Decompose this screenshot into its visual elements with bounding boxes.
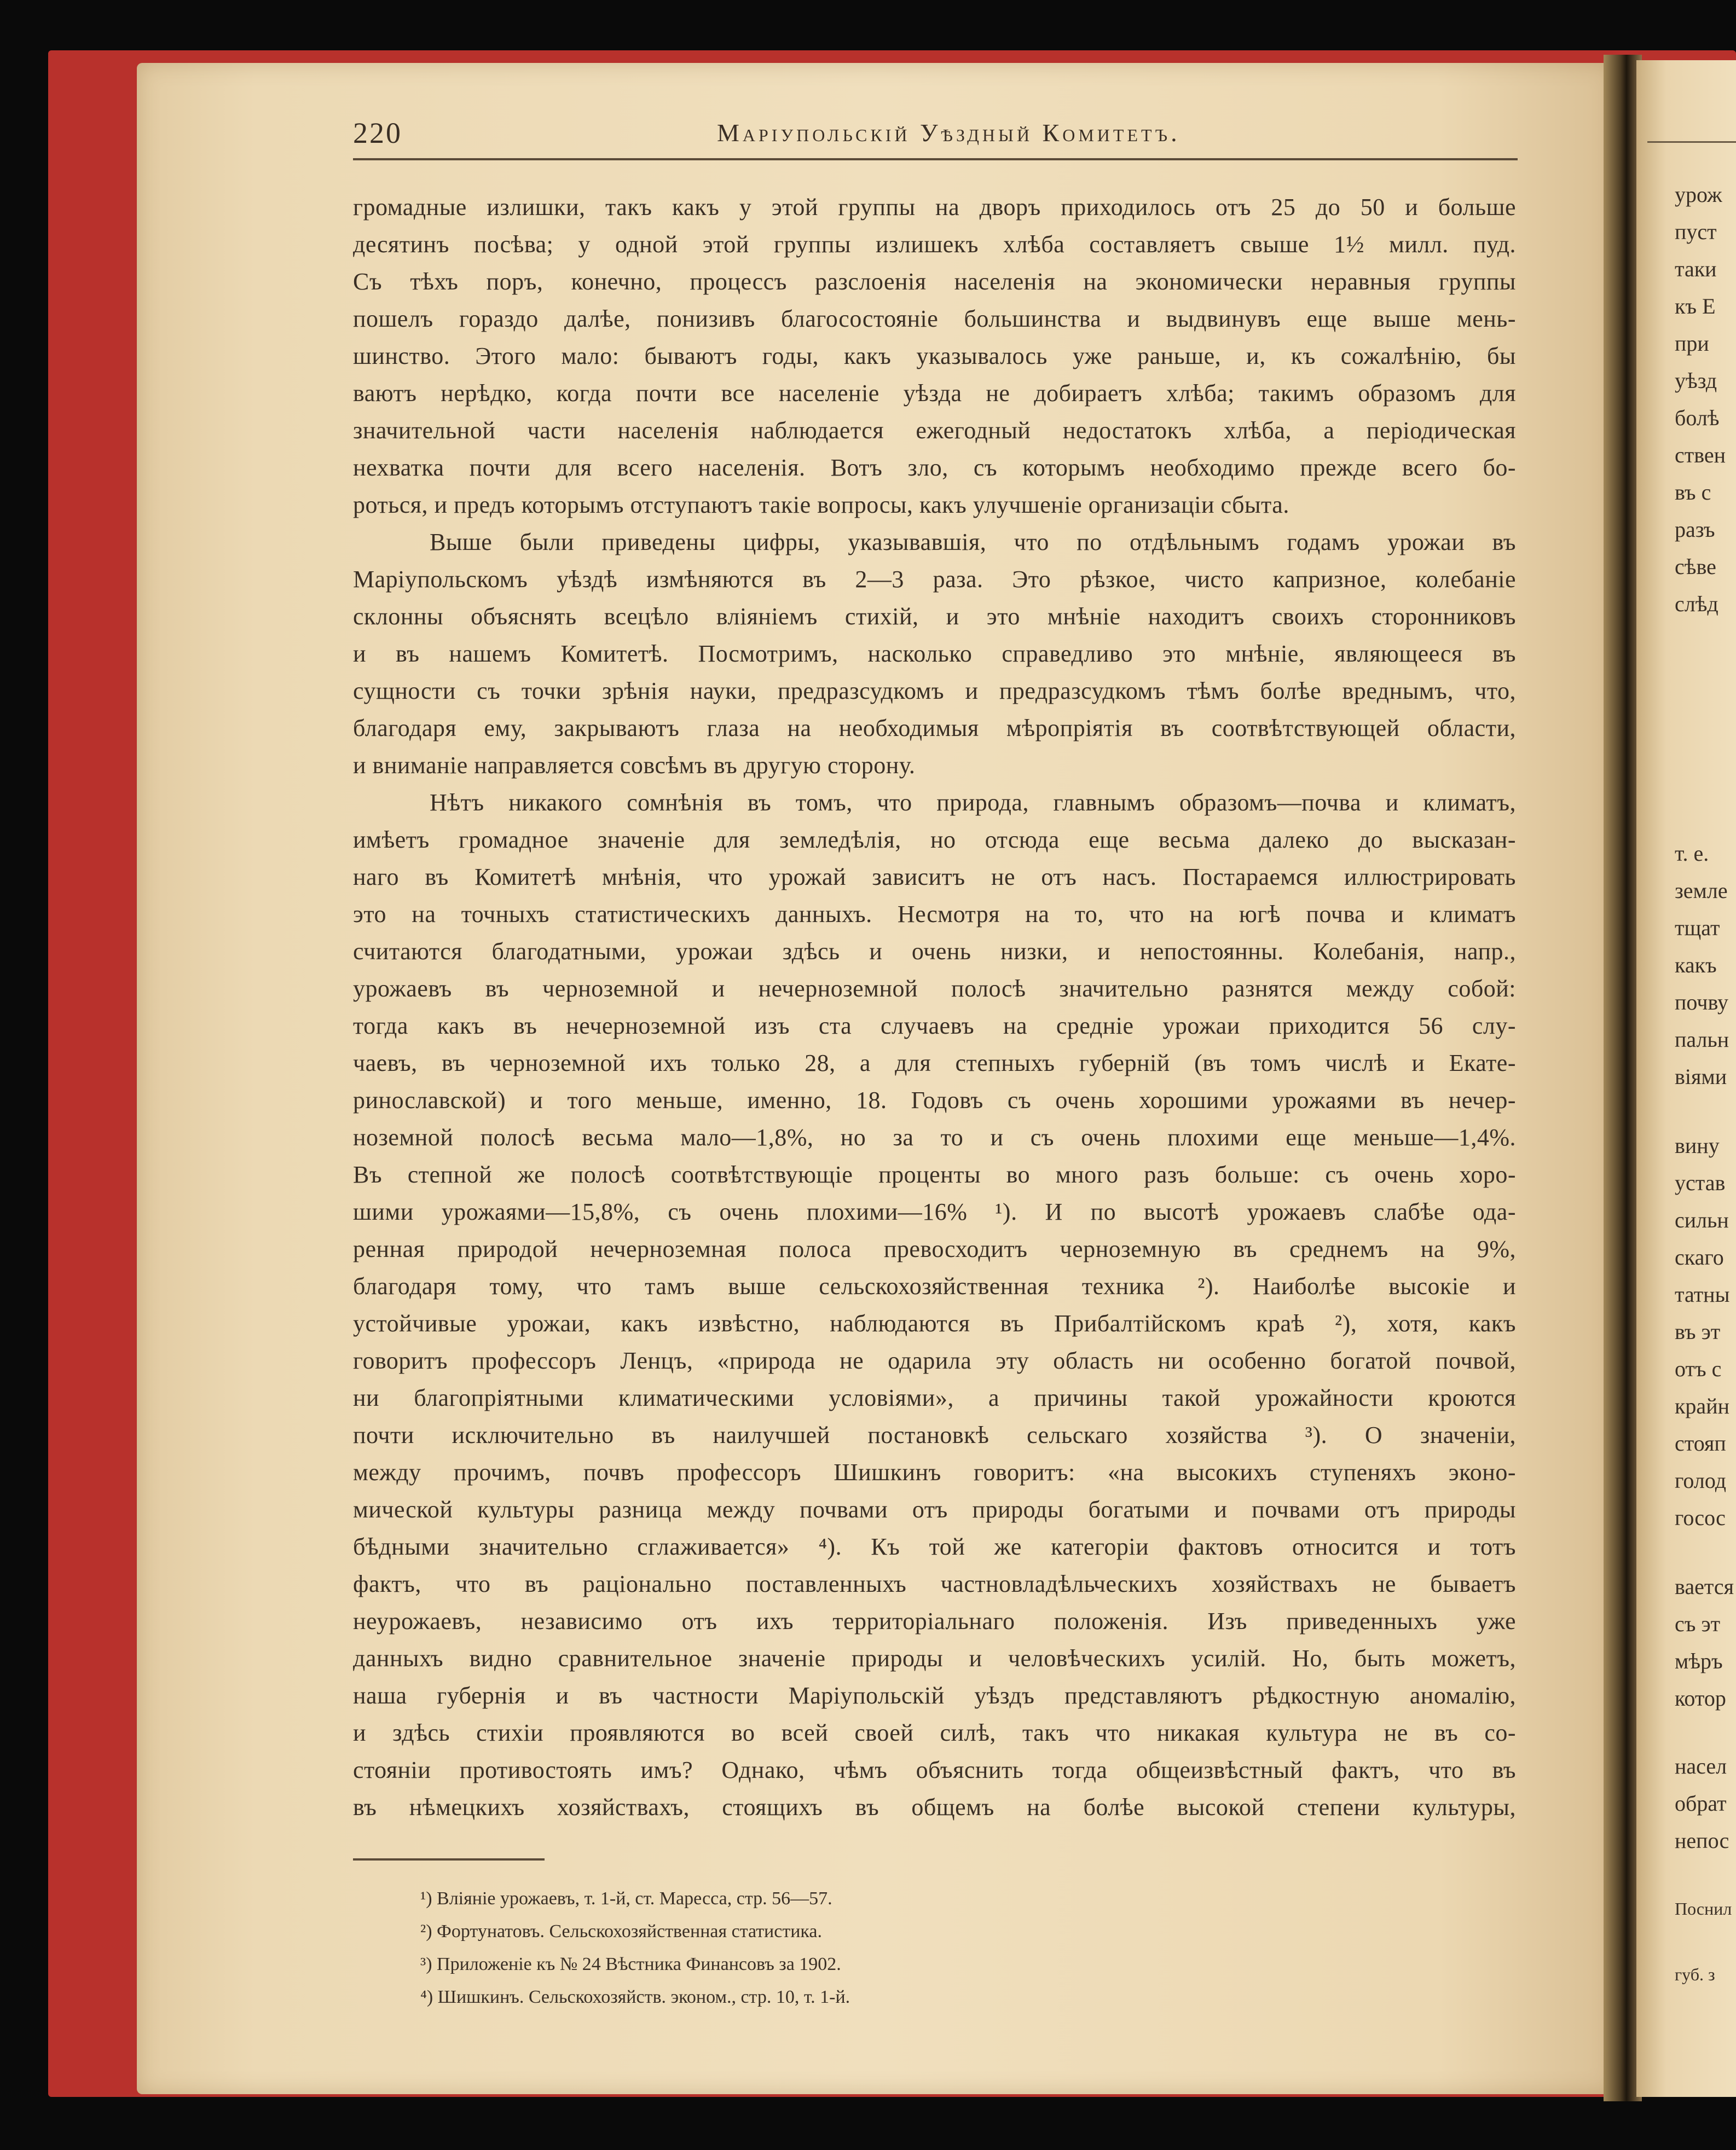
footnote-rule (353, 1858, 545, 1861)
right-page-fragment: тщат (1675, 915, 1720, 940)
body-line: и въ нашемъ Комитетѣ. Посмотримъ, насколько справедливо это мнѣніе, являющееся въ (353, 640, 1516, 667)
right-page-fragment: стояп (1675, 1431, 1726, 1456)
body-line: мической культуры разница между почвами отъ природы богатыми и почвами отъ природы (353, 1496, 1516, 1523)
body-line: устойчивые урожаи, какъ извѣстно, наблюдаются въ Прибалтійскомъ краѣ ²), хотя, какъ (353, 1310, 1516, 1337)
body-line: благодаря ему, закрываютъ глаза на необходимыя мѣропріятія въ соотвѣтствующей области, (353, 715, 1516, 741)
right-page-fragment: болѣ (1675, 405, 1720, 430)
right-page-fragment: къ Е (1675, 294, 1716, 318)
body-line: почти исключительно въ наилучшей постановкѣ сельскаго хозяйства ³). О значеніи, (353, 1422, 1516, 1448)
body-line: неурожаевъ, независимо отъ ихъ территоріальнаго положенія. Изъ приведенныхъ уже (353, 1608, 1516, 1635)
body-line: бѣдными значительно сглаживается» ⁴). Къ той же категоріи фактовъ относится и тотъ (353, 1533, 1516, 1560)
header-rule (353, 158, 1518, 160)
body-line: пошелъ гораздо далѣе, понизивъ благосостояніе большинства и выдвинувъ еще выше мень- (353, 305, 1516, 332)
running-head (353, 116, 1516, 154)
running-title: Маріупольскій Уѣздный Комитетъ. (717, 119, 1181, 147)
body-line: стояніи противостоять имъ? Однако, чѣмъ объяснить тогда общеизвѣстный фактъ, что въ (353, 1757, 1516, 1783)
body-line: фактъ, что въ раціонально поставленныхъ частновладѣльческихъ хозяйствахъ не бываетъ (353, 1571, 1516, 1597)
right-page-fragment: земле (1675, 878, 1728, 903)
right-page-fragment: пуст (1675, 219, 1717, 244)
body-line: Въ степной же полосѣ соотвѣтствующіе проценты во много разъ больше: съ очень хоро- (353, 1161, 1516, 1188)
right-page-fragment: котор (1675, 1686, 1726, 1711)
body-line: Выше были приведены цифры, указывавшія, что по отдѣльнымъ годамъ урожаи въ (430, 529, 1516, 555)
body-line: Съ тѣхъ поръ, конечно, процессъ разслоенія населенія на экономически неравныя группы (353, 268, 1516, 295)
right-page-fragment: крайн (1675, 1394, 1729, 1418)
body-line: между прочимъ, почвъ профессоръ Шишкинъ говоритъ: «на высокихъ ступеняхъ эконо- (353, 1459, 1516, 1486)
right-page-fragment: сѣве (1675, 554, 1716, 579)
body-line: значительной части населенія наблюдается ежегодный недостатокъ хлѣба, а періодическая (353, 417, 1516, 444)
body-line: считаются благодатными, урожаи здѣсь и очень низки, и непостоянны. Колебанія, напр., (353, 938, 1516, 965)
body-line: ренная природой нечерноземная полоса превосходитъ черноземную въ среднемъ на 9%, (353, 1236, 1516, 1262)
right-page-fragment: вается (1675, 1574, 1734, 1599)
right-page-fragment: урож (1675, 182, 1722, 207)
body-line: и здѣсь стихіи проявляются во всей своей силѣ, такъ что никакая культура не въ со- (353, 1719, 1516, 1746)
body-line: Нѣтъ никакого сомнѣнія въ томъ, что природа, главнымъ образомъ—почва и климатъ, (430, 789, 1516, 816)
body-line: шинство. Этого мало: бываютъ годы, какъ указывалось уже раньше, и, къ сожалѣнію, бы (353, 343, 1516, 369)
right-page-fragment: сильн (1675, 1208, 1729, 1232)
body-line: ноземной полосѣ весьма мало—1,8%, но за то и съ очень плохими еще меньше—1,4%. (353, 1124, 1516, 1151)
page-number: 220 (353, 117, 402, 149)
right-page-fragment: въ эт (1675, 1319, 1721, 1344)
right-page-fragment: при (1675, 331, 1709, 356)
footnote-item: ¹) Вліяніе урожаевъ, т. 1-й, ст. Маресса, стр. 56—57. (420, 1888, 832, 1909)
body-text (353, 189, 1516, 1826)
right-page-text (1675, 0, 1736, 2150)
body-line: чаевъ, въ черноземной ихъ только 28, а для степныхъ губерній (въ томъ числѣ и Екате- (353, 1050, 1516, 1076)
right-page-fragment: слѣд (1675, 592, 1718, 616)
body-line: громадные излишки, такъ какъ у этой группы на дворъ приходилось отъ 25 до 50 и больше (353, 194, 1516, 221)
right-page-fragment: віями (1675, 1064, 1727, 1089)
footnotes (420, 1882, 850, 2014)
right-page-fragment: госос (1675, 1505, 1726, 1530)
body-line: наго въ Комитетѣ мнѣнія, что урожай зависитъ не отъ насъ. Постараемся иллюстрировать (353, 864, 1516, 890)
right-page-fragment: почву (1675, 990, 1729, 1015)
body-line: роться, и предъ которымъ отступаютъ такіе вопросы, какъ улучшеніе организаціи сбыта. (353, 491, 1289, 518)
body-line: ваютъ нерѣдко, когда почти все населеніе уѣзда не добираетъ хлѣба; такимъ образомъ для (353, 380, 1516, 407)
body-line: имѣетъ громадное значеніе для земледѣлія, но отсюда еще весьма далеко до высказан- (353, 826, 1516, 853)
right-page-fragment: непос (1675, 1828, 1729, 1853)
body-line: урожаевъ въ черноземной и нечерноземной полосѣ значительно разнятся между собой: (353, 975, 1516, 1002)
body-line: говоритъ профессоръ Ленцъ, «природа не одарила эту область ни особенно богатой почвой, (353, 1347, 1516, 1374)
right-page-fragment: т. е. (1675, 841, 1709, 866)
body-line: сущности съ точки зрѣнія науки, предразсудкомъ и предразсудкомъ тѣмъ болѣе вреднымъ, что, (353, 677, 1516, 704)
body-line: ринославской) и того меньше, именно, 18. Годовъ съ очень хорошими урожаями въ нечер- (353, 1087, 1516, 1114)
right-page-fragment: Поснил (1675, 1899, 1732, 1919)
body-line: шими урожаями—15,8%, съ очень плохими—16% ¹). И по высотѣ урожаевъ слабѣе ода- (353, 1198, 1516, 1225)
footnote-item: ⁴) Шишкинъ. Сельскохозяйств. эконом., стр. 10, т. 1-й. (420, 1987, 850, 2007)
right-page-fragment: губ. з (1675, 1964, 1715, 1984)
body-line: наша губернія и въ частности Маріупольскій уѣздъ представляютъ рѣдкостную аномалію, (353, 1682, 1516, 1709)
body-line: тогда какъ въ нечерноземной изъ ста случаевъ на средніе урожаи приходится 56 слу- (353, 1012, 1516, 1039)
right-page-fragment: уѣзд (1675, 368, 1717, 393)
right-page-fragment: обрат (1675, 1791, 1727, 1816)
body-line: въ нѣмецкихъ хозяйствахъ, стоящихъ въ общемъ на болѣе высокой степени культуры, (353, 1794, 1516, 1821)
body-line: десятинъ посѣва; у одной этой группы излишекъ хлѣба составляетъ свыше 1½ милл. пуд. (353, 231, 1516, 258)
right-page-fragment: разъ (1675, 517, 1715, 542)
right-page-fragment: скаго (1675, 1245, 1724, 1270)
body-line: склонны объяснять всецѣло вліяніемъ стихій, и это мнѣніе находитъ своихъ сторонниковъ (353, 603, 1516, 630)
right-page-fragment: устав (1675, 1170, 1726, 1195)
body-line: и вниманіе направляется совсѣмъ въ другую сторону. (353, 752, 916, 779)
right-page-fragment: какъ (1675, 953, 1717, 977)
footnote-item: ³) Приложеніе къ № 24 Вѣстника Финансовъ за 1902. (420, 1954, 841, 1974)
footnote-item: ²) Фортунатовъ. Сельскохозяйственная статистика. (420, 1921, 822, 1942)
body-line: данныхъ видно сравнительное значеніе природы и человѣческихъ усилій. Но, быть можетъ, (353, 1645, 1516, 1672)
right-page-fragment: съ эт (1675, 1612, 1721, 1636)
body-line: Маріупольскомъ уѣздѣ измѣняются въ 2—3 раза. Это рѣзкое, чисто капризное, колебаніе (353, 566, 1516, 593)
right-page-fragment: татны (1675, 1282, 1730, 1307)
right-page-fragment: мѣръ (1675, 1649, 1723, 1673)
right-page-fragment: вину (1675, 1133, 1720, 1158)
body-line: ни благопріятными климатическими условіями», а причины такой урожайности кроются (353, 1384, 1516, 1411)
right-page-fragment: ствен (1675, 443, 1726, 467)
right-page-fragment: въ с (1675, 480, 1711, 505)
right-page-fragment: таки (1675, 257, 1717, 281)
right-page-fragment: отъ с (1675, 1357, 1722, 1381)
body-line: это на точныхъ статистическихъ данныхъ. Несмотря на то, что на югѣ почва и климатъ (353, 901, 1516, 928)
right-page-fragment: пальн (1675, 1027, 1729, 1052)
body-line: нехватка почти для всего населенія. Вотъ зло, съ которымъ необходимо прежде всего бо- (353, 454, 1516, 481)
right-page-fragment: голод (1675, 1468, 1727, 1493)
right-page-fragment: насел (1675, 1754, 1727, 1778)
body-line: благодаря тому, что тамъ выше сельскохозяйственная техника ²). Наиболѣе высокіе и (353, 1273, 1516, 1300)
